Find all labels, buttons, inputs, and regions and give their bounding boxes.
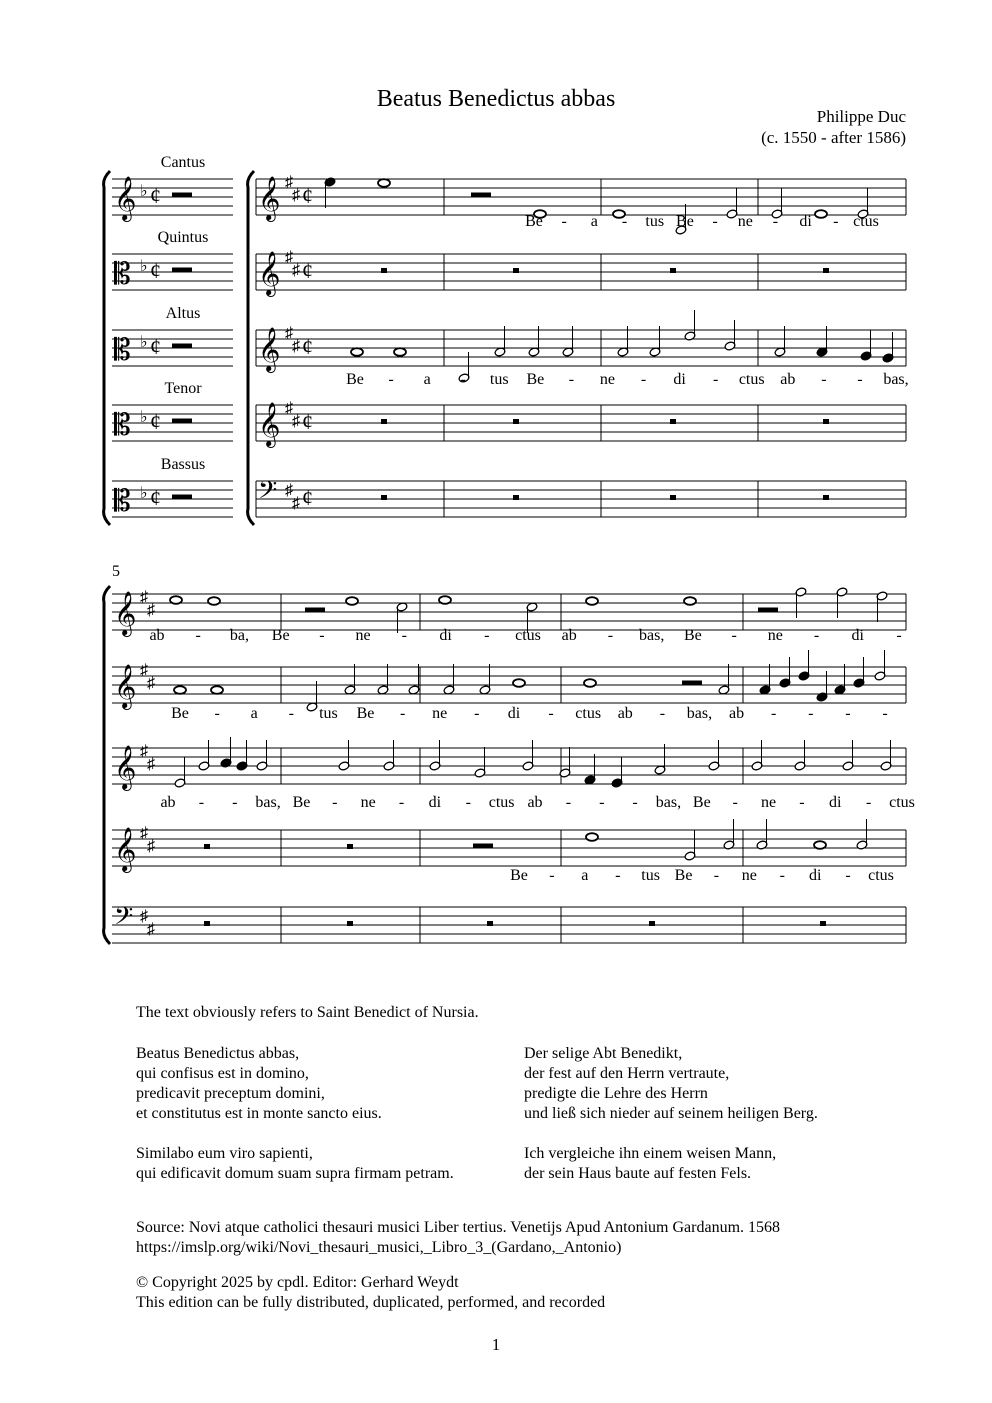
lyric-syllable: - — [388, 371, 394, 388]
note-head — [684, 597, 696, 605]
lyric-syllable: Be — [510, 867, 528, 884]
lyric-syllable: - — [712, 213, 718, 230]
rest — [820, 921, 826, 926]
lyric-syllable: - — [607, 627, 614, 644]
lyric-syllable: di — [851, 627, 865, 644]
lyric-syllable: Be — [683, 627, 702, 644]
lyric-syllable: a — [250, 705, 258, 722]
lyric-syllable: di — [829, 794, 842, 811]
license-text: This edition can be fully distributed, duplicated, performed, and recorded — [136, 1294, 606, 1311]
lyric-syllable: - — [484, 627, 490, 644]
lyric-syllable: ne — [360, 794, 376, 811]
cut-time-sign: ¢ — [150, 485, 161, 510]
rest — [347, 844, 353, 849]
note-head — [208, 597, 220, 605]
rest — [649, 921, 655, 926]
lyric-syllable: - — [599, 794, 605, 811]
sharp-sign: ♯ — [147, 921, 155, 938]
lyric-syllable: - — [460, 371, 466, 388]
copyright-text: © Copyright 2025 by cpdl. Editor: Gerhard Weydt — [136, 1274, 459, 1291]
lyric-syllable: Be — [292, 794, 311, 811]
voice-name-bassus: Bassus — [160, 456, 206, 473]
lyric-syllable: - — [319, 627, 325, 644]
treble-clef: 𝄞 — [258, 253, 281, 295]
sharp-sign: ♯ — [285, 325, 293, 342]
flat-sign: ♭ — [140, 183, 148, 200]
note-head — [394, 348, 406, 356]
lyric-syllable: - — [857, 371, 863, 388]
lyric-syllable: bas, — [655, 794, 682, 811]
text-line: qui confisus est in domino, — [136, 1065, 309, 1082]
lyric-syllable: Be — [356, 705, 375, 722]
rest — [204, 921, 210, 926]
measure-number: 5 — [112, 563, 120, 580]
lyric-syllable: - — [713, 371, 719, 388]
lyric-syllable: - — [659, 705, 666, 722]
lyric-syllable: bas, — [686, 705, 713, 722]
lyric-syllable: ctus — [868, 867, 894, 884]
rest — [172, 344, 192, 348]
lyric-syllable: ne — [432, 705, 448, 722]
latin-stanza — [136, 1144, 454, 1184]
system-bracket — [104, 586, 110, 944]
sharp-sign: ♯ — [147, 756, 155, 773]
lyric-syllable: ctus — [575, 705, 602, 722]
lyric-syllable: - — [896, 627, 902, 644]
treble-clef: 𝄞 — [258, 404, 281, 446]
sharp-sign: ♯ — [147, 602, 155, 619]
page-number: 1 — [491, 1335, 501, 1354]
text-line: qui edificavit domum suam supra firmam petram. — [136, 1165, 454, 1182]
lyric-syllable: a — [423, 371, 431, 388]
sharp-sign: ♯ — [285, 400, 293, 417]
lyric-syllable: ctus — [515, 627, 541, 644]
rest — [513, 268, 519, 273]
lyric-syllable: - — [474, 705, 480, 722]
german-translation — [524, 1044, 818, 1204]
lyric-syllable: tus — [319, 705, 338, 722]
rest — [204, 844, 210, 849]
lyric-syllable: - — [399, 705, 406, 722]
lyric-syllable: - — [845, 867, 851, 884]
note-head — [814, 841, 826, 849]
composer-name: Philippe Duc — [816, 107, 906, 126]
lyric-syllable: tus — [489, 371, 509, 388]
lyric-syllable: - — [198, 794, 205, 811]
note-head — [439, 596, 451, 604]
rest — [823, 495, 829, 500]
sharp-sign: ♯ — [140, 743, 148, 760]
lyric-syllable: - — [808, 705, 814, 722]
sharp-sign: ♯ — [285, 174, 293, 191]
text-line: et constitutus est in monte sancto eius. — [136, 1105, 382, 1122]
c-clef: 𝄡 — [114, 485, 131, 518]
lyric-syllable: - — [640, 371, 647, 388]
note-head — [513, 679, 525, 687]
note-head — [174, 686, 186, 694]
lyric-syllable: Be — [676, 213, 694, 230]
lyric-syllable: a — [590, 213, 598, 230]
page-title: Beatus Benedictus abbas — [376, 86, 616, 112]
sharp-sign: ♯ — [140, 825, 148, 842]
lyric-syllable: Be — [526, 371, 545, 388]
lyric-syllable: - — [799, 794, 805, 811]
sharp-sign: ♯ — [292, 495, 300, 512]
lyric-syllable: - — [713, 867, 720, 884]
lyric-syllable: - — [732, 794, 738, 811]
lyric-syllable: - — [865, 794, 872, 811]
flat-sign: ♭ — [140, 334, 148, 351]
lyric-syllable: ne — [737, 213, 753, 230]
treble-clef: 𝄞 — [258, 329, 281, 371]
flat-sign: ♭ — [140, 485, 148, 502]
treble-clef: 𝄞 — [258, 178, 281, 220]
lyric-syllable: bas, — [883, 371, 909, 388]
lyric-syllable: ne — [355, 627, 371, 644]
lyric-syllable: ab — [617, 705, 633, 722]
sharp-sign: ♯ — [292, 187, 300, 204]
system-2 — [104, 563, 915, 944]
lyric-syllable: - — [772, 213, 779, 230]
note-head — [586, 833, 598, 841]
system-bracket — [104, 171, 110, 525]
sharp-sign: ♯ — [285, 482, 293, 499]
treble-clef: 𝄞 — [114, 666, 137, 708]
german-stanza — [524, 1144, 818, 1184]
rest — [682, 681, 702, 685]
lyric-syllable: Be — [346, 371, 364, 388]
bass-clef: 𝄢 — [258, 477, 278, 510]
lyric-syllable: ctus — [853, 213, 879, 230]
rest — [513, 495, 519, 500]
lyric-syllable: - — [821, 371, 827, 388]
lyric-syllable: tus — [641, 867, 660, 884]
lyric-syllable: - — [214, 705, 220, 722]
lyric-syllable: ne — [760, 794, 777, 811]
sharp-sign: ♯ — [140, 589, 148, 606]
rest — [823, 268, 829, 273]
lyric-syllable: - — [813, 627, 820, 644]
lyric-syllable: bas, — [255, 794, 281, 811]
lyric-syllable: ab — [160, 794, 176, 811]
lyric-syllable: - — [779, 867, 785, 884]
text-line: Similabo eum viro sapienti, — [136, 1145, 313, 1162]
rest — [487, 921, 493, 926]
bass-clef: 𝄢 — [114, 903, 134, 936]
incipit-staves — [104, 154, 233, 525]
source-citation — [136, 1218, 780, 1258]
c-clef: 𝄡 — [114, 409, 131, 442]
latin-stanza — [136, 1044, 454, 1124]
lyric-syllable: di — [507, 705, 521, 722]
latin-text — [136, 1044, 454, 1204]
lyric-syllable: di — [808, 867, 822, 884]
sharp-sign: ♯ — [292, 413, 300, 430]
text-line: und ließ sich nieder auf seinem heiligen Berg. — [524, 1105, 818, 1122]
c-clef: 𝄡 — [114, 258, 131, 291]
lyric-syllable: di — [439, 627, 452, 644]
editorial-note: The text obviously refers to Saint Benedict of Nursia. — [136, 1004, 479, 1021]
system-1 — [248, 171, 909, 525]
cut-time-sign: ¢ — [150, 183, 161, 208]
rest — [670, 268, 676, 273]
note-head — [346, 597, 358, 605]
rest — [670, 495, 676, 500]
rest — [381, 495, 387, 500]
sharp-sign: ♯ — [147, 675, 155, 692]
cut-time-sign: ¢ — [150, 409, 161, 434]
lyric-syllable: - — [621, 213, 628, 230]
voice-name-quintus: Quintus — [157, 229, 209, 246]
rest — [473, 844, 493, 848]
lyric-syllable: - — [615, 867, 621, 884]
voice-name-cantus: Cantus — [160, 154, 206, 171]
lyric-syllable: ctus — [738, 371, 765, 388]
lyric-syllable: bas, — [639, 627, 665, 644]
rest — [172, 193, 192, 197]
lyric-syllable: ne — [741, 867, 757, 884]
lyric-syllable: - — [332, 794, 338, 811]
lyric-syllable: ab — [149, 627, 165, 644]
lyric-syllable: - — [882, 705, 888, 722]
cut-time-sign: ¢ — [150, 258, 161, 283]
lyric-syllable: - — [465, 794, 471, 811]
rest — [172, 495, 192, 499]
lyric-syllable: - — [195, 627, 201, 644]
source-link[interactable]: https://imslp.org/wiki/Novi_thesauri_musici,_Libro_3_(Gardano,_Antonio) — [136, 1239, 622, 1256]
lyric-syllable: - — [549, 867, 555, 884]
c-clef: 𝄡 — [114, 334, 131, 367]
cut-time-sign: ¢ — [302, 258, 313, 283]
lyric-syllable: di — [799, 213, 812, 230]
lyric-syllable: a — [581, 867, 589, 884]
lyric-syllable: - — [401, 627, 407, 644]
rest — [347, 921, 353, 926]
cut-time-sign: ¢ — [302, 409, 313, 434]
lyric-syllable: - — [288, 705, 294, 722]
sharp-sign: ♯ — [285, 249, 293, 266]
lyric-syllable: ab — [729, 705, 745, 722]
lyric-syllable: Be — [692, 794, 711, 811]
lyric-syllable: tus — [645, 213, 665, 230]
text-line: Der selige Abt Benedikt, — [524, 1045, 683, 1062]
composer-dates: (c. 1550 - after 1586) — [761, 128, 906, 147]
lyric-syllable: - — [568, 371, 575, 388]
cut-time-sign: ¢ — [302, 485, 313, 510]
rest — [381, 419, 387, 424]
lyric-syllable: - — [632, 794, 638, 811]
lyric-syllable: di — [673, 371, 686, 388]
copyright-notice — [136, 1273, 605, 1313]
note-head — [584, 679, 596, 687]
german-stanza — [524, 1044, 818, 1124]
note-head — [815, 210, 827, 218]
lyric-syllable: - — [731, 627, 737, 644]
lyric-syllable: - — [833, 213, 839, 230]
text-line: der fest auf den Herrn vertraute, — [524, 1065, 730, 1082]
note-head — [351, 348, 363, 356]
cut-time-sign: ¢ — [302, 183, 313, 208]
text-line: Beatus Benedictus abbas, — [136, 1045, 300, 1062]
lyric-syllable: ctus — [889, 794, 915, 811]
lyric-syllable: ab — [780, 371, 796, 388]
sharp-sign: ♯ — [292, 338, 300, 355]
cut-time-sign: ¢ — [150, 334, 161, 359]
rest — [172, 268, 192, 272]
lyric-syllable: - — [548, 705, 554, 722]
lyric-syllable: Be — [525, 213, 543, 230]
lyric-syllable: ne — [599, 371, 616, 388]
lyric-syllable: - — [561, 213, 567, 230]
text-line: Ich vergleiche ihn einem weisen Mann, — [524, 1145, 777, 1162]
rest — [670, 419, 676, 424]
lyric-syllable: - — [771, 705, 777, 722]
lyric-syllable: ne — [767, 627, 783, 644]
treble-clef: 𝄞 — [114, 829, 137, 871]
text-line: der sein Haus baute auf festen Fels. — [524, 1165, 752, 1182]
sharp-sign: ♯ — [147, 838, 155, 855]
treble-clef: 𝄞 — [114, 747, 137, 789]
lyric-syllable: ctus — [488, 794, 515, 811]
voice-name-tenor: Tenor — [164, 380, 202, 397]
source-text: Source: Novi atque catholici thesauri musici Liber tertius. Venetijs Apud Antonium Gardanum. 1568 — [136, 1219, 781, 1236]
rest — [513, 419, 519, 424]
rest — [381, 268, 387, 273]
treble-clef: 𝄞 — [114, 593, 137, 635]
rest — [305, 608, 325, 612]
rest — [471, 193, 491, 197]
lyric-syllable: - — [398, 794, 405, 811]
note-head — [211, 686, 223, 694]
lyric-syllable: ba, — [229, 627, 249, 644]
treble-clef: 𝄞 — [114, 178, 137, 220]
flat-sign: ♭ — [140, 409, 148, 426]
note-head — [170, 596, 182, 604]
note-head — [586, 597, 598, 605]
sharp-sign: ♯ — [140, 908, 148, 925]
flat-sign: ♭ — [140, 258, 148, 275]
note-head — [378, 179, 390, 187]
rest — [172, 419, 192, 423]
system-bracket — [248, 171, 254, 525]
rest — [758, 608, 778, 612]
rest — [823, 419, 829, 424]
text-line: predicavit preceptum domini, — [136, 1085, 325, 1102]
lyric-syllable: ab — [561, 627, 577, 644]
text-line: predigte die Lehre des Herrn — [524, 1085, 708, 1102]
lyric-syllable: di — [428, 794, 442, 811]
lyric-syllable: - — [845, 705, 851, 722]
lyric-syllable: ab — [527, 794, 543, 811]
cut-time-sign: ¢ — [302, 334, 313, 359]
lyric-syllable: Be — [171, 705, 189, 722]
lyric-syllable: Be — [271, 627, 290, 644]
voice-name-altus: Altus — [165, 305, 201, 322]
sharp-sign: ♯ — [140, 662, 148, 679]
sharp-sign: ♯ — [292, 262, 300, 279]
lyric-syllable: Be — [674, 867, 693, 884]
lyric-syllable: - — [232, 794, 238, 811]
lyric-syllable: - — [565, 794, 572, 811]
